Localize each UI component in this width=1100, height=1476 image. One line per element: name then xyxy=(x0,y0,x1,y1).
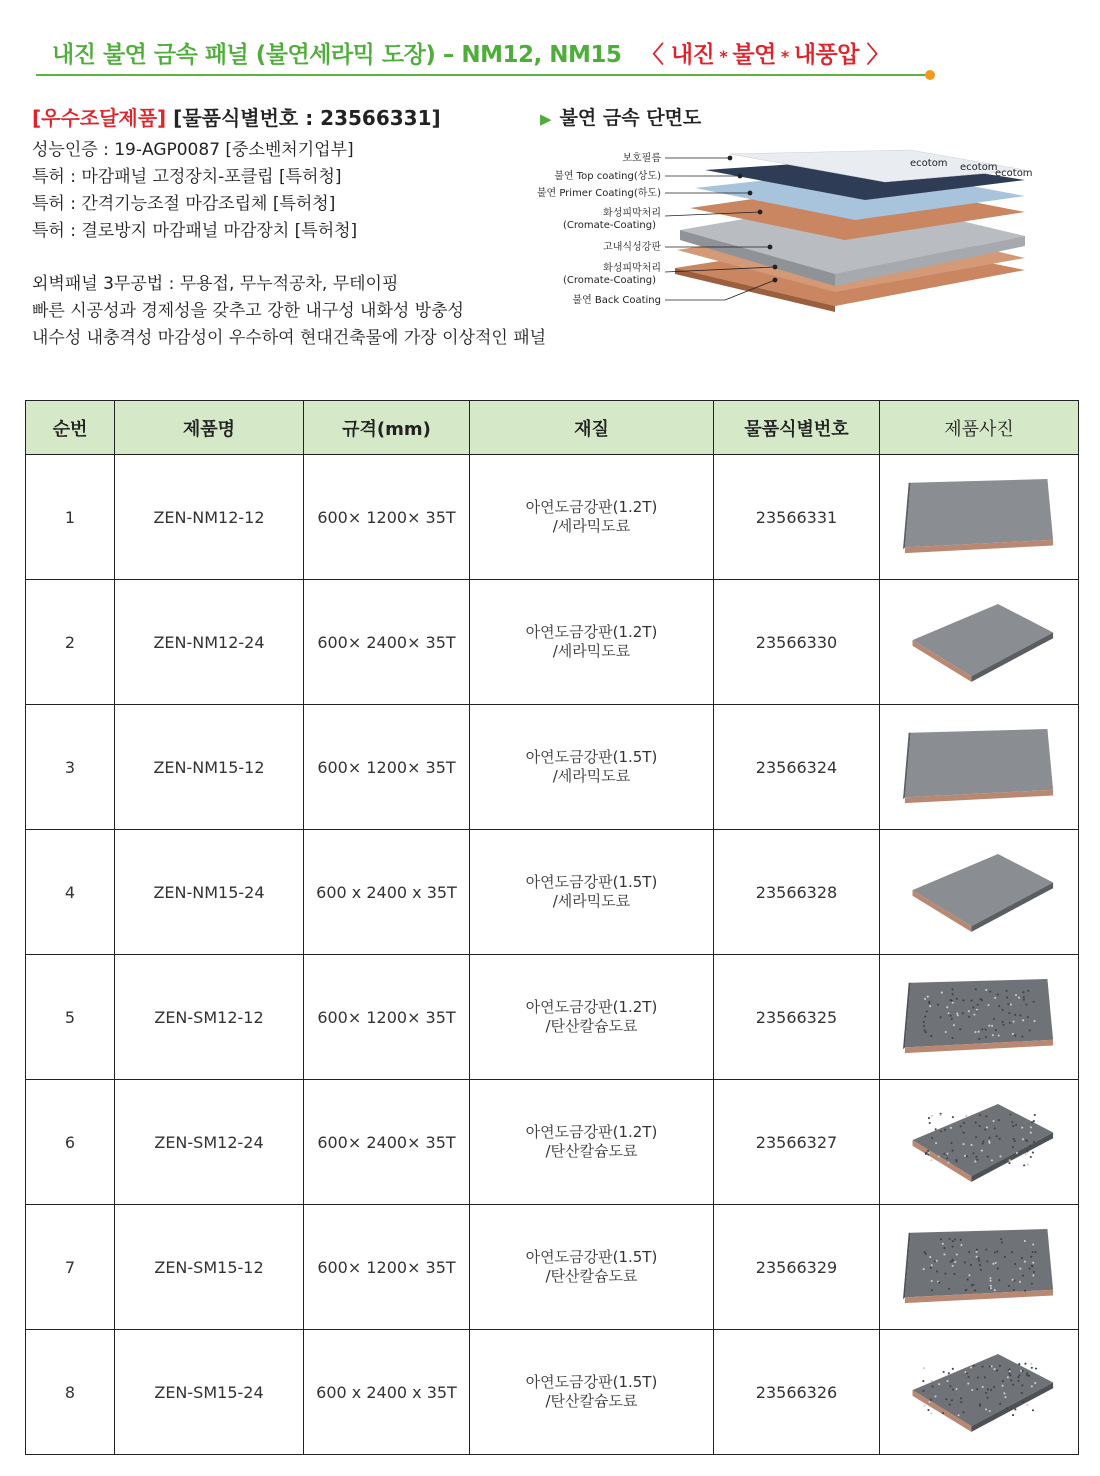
cell-material xyxy=(470,1080,714,1205)
cell-product-name: ZEN-SM12-12 xyxy=(115,955,304,1080)
label-chromate-top-en: (Cromate-Coating) xyxy=(563,220,656,231)
cell-material xyxy=(470,580,714,705)
cell-photo xyxy=(880,580,1079,705)
material-line-2: /탄산칼슘도료 xyxy=(545,1017,638,1035)
product-photo xyxy=(884,1342,1074,1442)
col-header-no: 순번 xyxy=(26,401,115,455)
play-arrow-icon: ▶ xyxy=(540,110,552,128)
label-chromate-top: 화성피막처리 xyxy=(603,208,661,219)
film-print: ecotom xyxy=(995,168,1033,179)
cell-no: 4 xyxy=(26,830,115,955)
cell-spec: 600× 1200× 35T xyxy=(304,455,470,580)
label-top-coating: 불연 Top coating(상도) xyxy=(554,171,661,182)
title-dot xyxy=(925,70,935,80)
tag-nonflammable: 불연 xyxy=(732,42,776,68)
info-line: 특허 : 마감패널 고정장치-포클립 [특허청] xyxy=(32,167,342,187)
product-photo xyxy=(884,842,1074,942)
label-chromate-bottom: 화성피막처리 xyxy=(603,263,661,274)
cell-no: 8 xyxy=(26,1330,115,1455)
cell-item-id: 23566328 xyxy=(714,830,880,955)
table-row xyxy=(26,455,1079,580)
cell-item-id: 23566325 xyxy=(714,955,880,1080)
cell-item-id: 23566324 xyxy=(714,705,880,830)
cell-product-name: ZEN-NM15-24 xyxy=(115,830,304,955)
product-photo xyxy=(884,967,1074,1067)
material-line-1: 아연도금강판(1.5T) xyxy=(525,873,658,891)
label-protective-film: 보호필름 xyxy=(622,153,661,164)
cell-spec: 600× 1200× 35T xyxy=(304,1205,470,1330)
info-line: 특허 : 결로방지 마감패널 마감장치 [특허청] xyxy=(32,221,358,241)
material-line-2: /탄산칼슘도료 xyxy=(545,1267,638,1285)
cell-product-name: ZEN-NM12-24 xyxy=(115,580,304,705)
cross-section-diagram xyxy=(525,140,1045,320)
cell-product-name: ZEN-SM15-12 xyxy=(115,1205,304,1330)
product-photo xyxy=(884,1092,1074,1192)
table-row xyxy=(26,580,1079,705)
label-chromate-bottom-en: (Cromate-Coating) xyxy=(563,275,656,286)
info-line: 성능인증 : 19-AGP0087 [중소벤처기업부] xyxy=(32,140,354,160)
cell-no: 6 xyxy=(26,1080,115,1205)
tag-wind-pressure: 내풍압 xyxy=(793,42,859,68)
label-primer-coating: 불연 Primer Coating(하도) xyxy=(536,188,661,199)
cell-spec: 600× 1200× 35T xyxy=(304,705,470,830)
cell-product-name: ZEN-SM15-24 xyxy=(115,1330,304,1455)
table-row xyxy=(26,830,1079,955)
cell-photo xyxy=(880,1080,1079,1205)
cell-spec: 600 x 2400 x 35T xyxy=(304,830,470,955)
cell-no: 5 xyxy=(26,955,115,1080)
cell-product-name: ZEN-NM15-12 xyxy=(115,705,304,830)
product-photo xyxy=(884,592,1074,692)
film-print: ecotom xyxy=(960,162,998,173)
product-info xyxy=(32,102,552,352)
info-line: 내수성 내충격성 마감성이 우수하여 현대건축물에 가장 이상적인 패널 xyxy=(32,328,547,348)
table-row xyxy=(26,705,1079,830)
item-number-label: [물품식별번호 : 23566331] xyxy=(173,106,441,130)
info-line: 빠른 시공성과 경제성을 갖추고 강한 내구성 내화성 방충성 xyxy=(32,301,464,321)
product-photo xyxy=(884,467,1074,567)
info-line: 특허 : 간격기능조절 마감조립체 [특허청] xyxy=(32,194,336,214)
cell-material xyxy=(470,1205,714,1330)
cell-no: 7 xyxy=(26,1205,115,1330)
material-line-2: /세라믹도료 xyxy=(552,892,631,910)
label-steel: 고내식성강판 xyxy=(603,242,661,253)
cell-no: 2 xyxy=(26,580,115,705)
material-line-2: /세라믹도료 xyxy=(552,517,631,535)
cell-item-id: 23566327 xyxy=(714,1080,880,1205)
material-line-1: 아연도금강판(1.2T) xyxy=(525,998,658,1016)
material-line-1: 아연도금강판(1.2T) xyxy=(525,623,658,641)
material-line-2: /탄산칼슘도료 xyxy=(545,1392,638,1410)
title-underline xyxy=(36,74,928,76)
product-photo xyxy=(884,1217,1074,1317)
product-photo xyxy=(884,717,1074,817)
cell-spec: 600× 1200× 35T xyxy=(304,955,470,1080)
table-header-row xyxy=(26,401,1079,455)
product-table xyxy=(25,400,1079,1455)
cell-item-id: 23566330 xyxy=(714,580,880,705)
label-back-coating: 불연 Back Coating xyxy=(572,295,661,306)
tag-seismic: 내진 xyxy=(670,42,715,68)
col-header-name: 제품명 xyxy=(115,401,304,455)
info-heading xyxy=(32,102,552,131)
col-header-photo: 제품사진 xyxy=(880,401,1079,455)
cell-material xyxy=(470,705,714,830)
cell-spec: 600× 2400× 35T xyxy=(304,580,470,705)
excellent-procurement-badge: [우수조달제품] xyxy=(32,106,167,130)
diagram-title: ▶ 불연 금속 단면도 xyxy=(540,107,702,129)
material-line-1: 아연도금강판(1.5T) xyxy=(525,1373,658,1391)
table-row xyxy=(26,1205,1079,1330)
material-line-2: /탄산칼슘도료 xyxy=(545,1142,638,1160)
cell-photo xyxy=(880,455,1079,580)
cell-spec: 600 x 2400 x 35T xyxy=(304,1330,470,1455)
film-print: ecotom xyxy=(910,158,948,169)
cell-spec: 600× 2400× 35T xyxy=(304,1080,470,1205)
info-line: 외벽패널 3무공법 : 무용접, 무누적공차, 무테이핑 xyxy=(32,274,399,294)
table-row xyxy=(26,955,1079,1080)
cell-no: 1 xyxy=(26,455,115,580)
cell-material xyxy=(470,830,714,955)
cell-item-id: 23566329 xyxy=(714,1205,880,1330)
material-line-2: /세라믹도료 xyxy=(552,767,631,785)
cell-item-id: 23566326 xyxy=(714,1330,880,1455)
table-row xyxy=(26,1080,1079,1205)
cell-no: 3 xyxy=(26,705,115,830)
cell-item-id: 23566331 xyxy=(714,455,880,580)
cell-photo xyxy=(880,1205,1079,1330)
title-main: 내진 불연 금속 패널 (불연세라믹 도장) – NM12, NM15 xyxy=(52,42,622,68)
material-line-1: 아연도금강판(1.2T) xyxy=(525,498,658,516)
table-row xyxy=(26,1330,1079,1455)
page-title xyxy=(52,36,889,69)
material-line-1: 아연도금강판(1.5T) xyxy=(525,748,658,766)
cell-material xyxy=(470,455,714,580)
cell-photo xyxy=(880,955,1079,1080)
material-line-1: 아연도금강판(1.2T) xyxy=(525,1123,658,1141)
col-header-item-id: 물품식별번호 xyxy=(714,401,880,455)
cell-material xyxy=(470,1330,714,1455)
cell-product-name: ZEN-SM12-24 xyxy=(115,1080,304,1205)
cell-material xyxy=(470,955,714,1080)
material-line-2: /세라믹도료 xyxy=(552,642,631,660)
title-tag: 〈 내진 * 불연 * 내풍압 〉 xyxy=(640,42,889,68)
cell-product-name: ZEN-NM12-12 xyxy=(115,455,304,580)
cell-photo xyxy=(880,1330,1079,1455)
col-header-material: 재질 xyxy=(470,401,714,455)
cell-photo xyxy=(880,705,1079,830)
cell-photo xyxy=(880,830,1079,955)
col-header-spec: 규격(mm) xyxy=(304,401,470,455)
material-line-1: 아연도금강판(1.5T) xyxy=(525,1248,658,1266)
